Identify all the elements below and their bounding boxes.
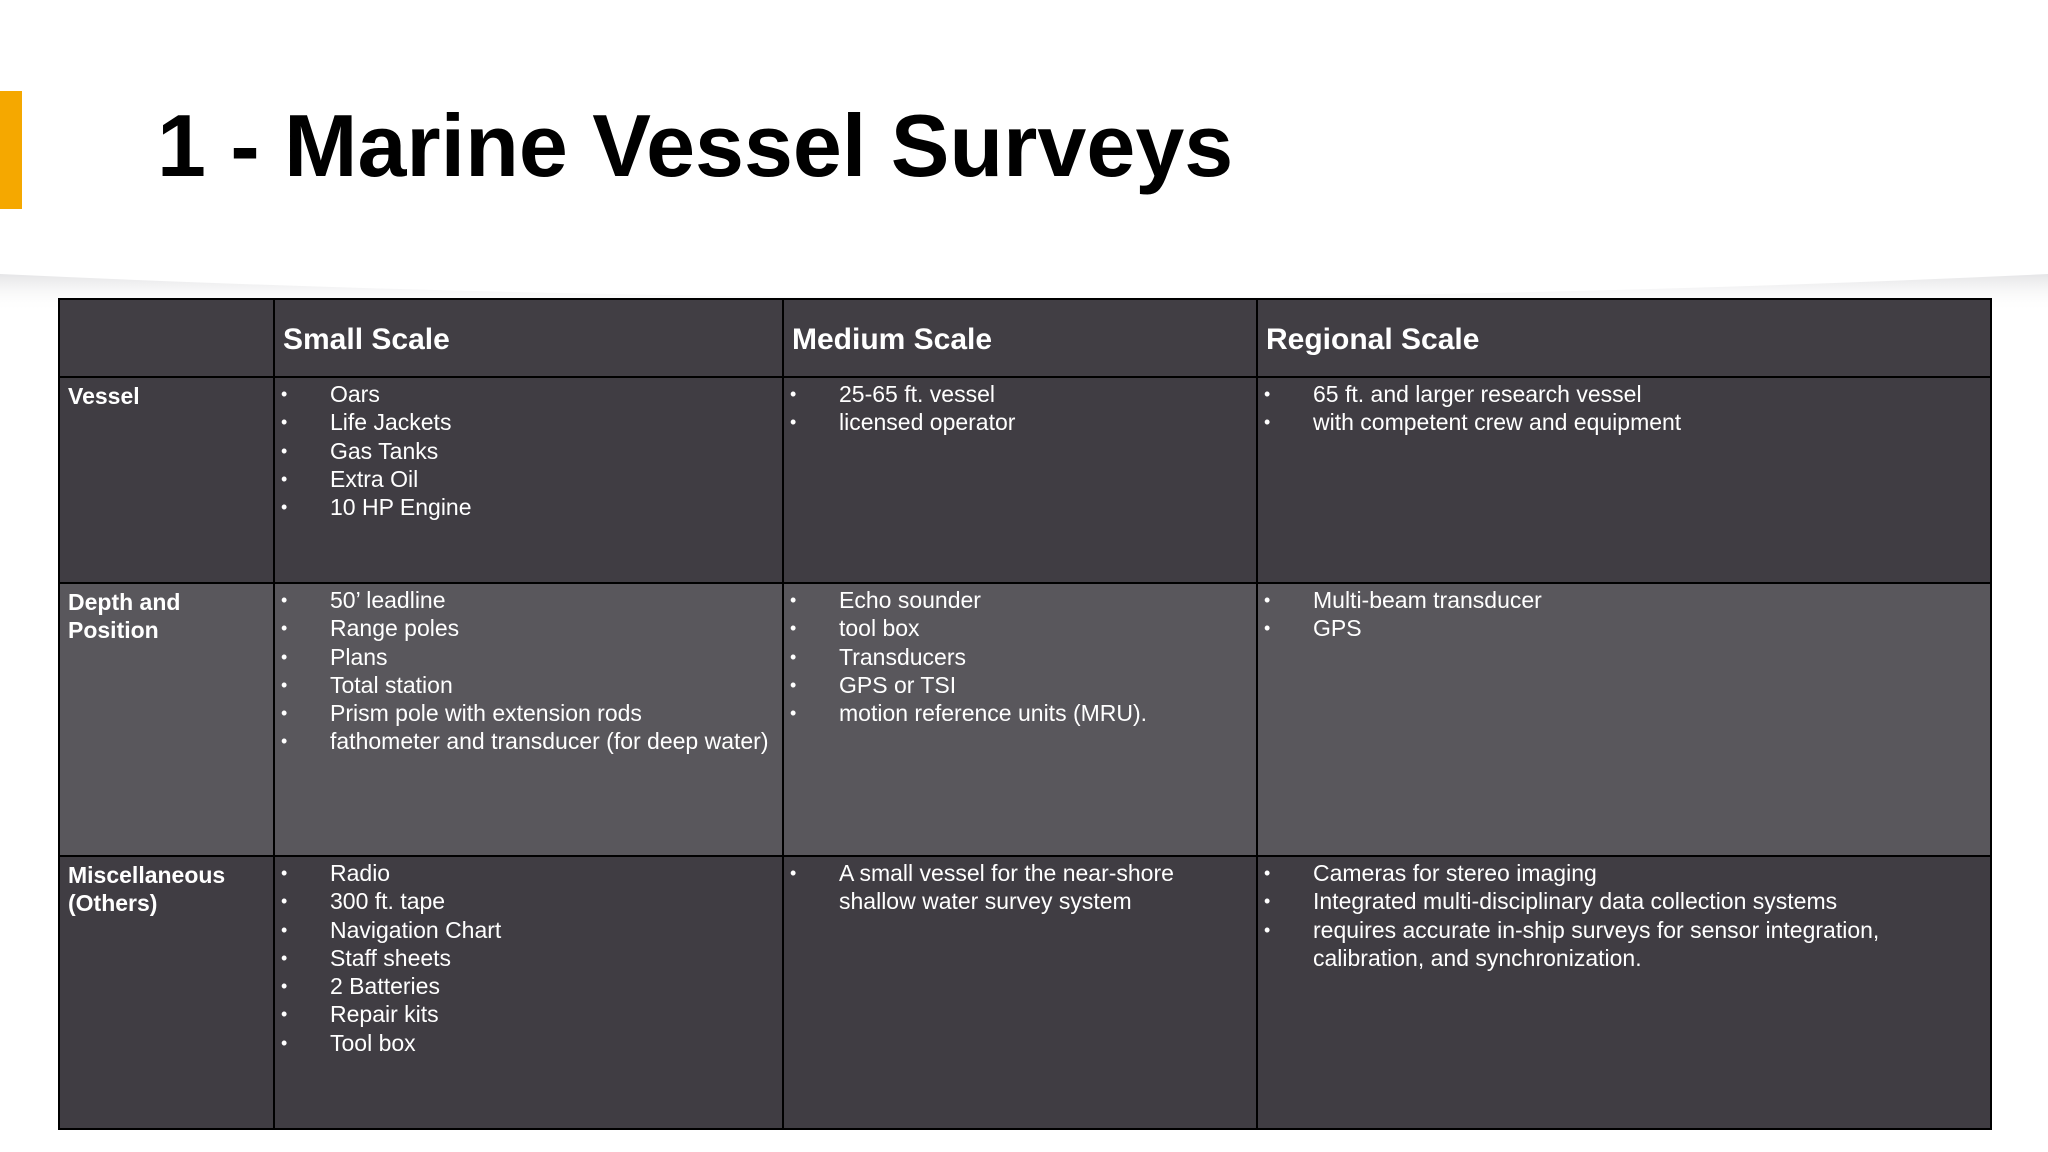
slide-title: 1 - Marine Vessel Surveys [157, 96, 1234, 195]
cell-medium-scale [783, 856, 1257, 1129]
cell-small-scale [274, 583, 783, 856]
list-item: • 25-65 ft. vessel [784, 380, 1248, 408]
bullet-list [1258, 378, 1990, 437]
list-item: • 65 ft. and larger research vessel [1258, 380, 1982, 408]
survey-table [58, 298, 1992, 1130]
column-header-small-scale: Small Scale [274, 299, 783, 377]
list-item: • requires accurate in-ship surveys for sensor integration, calibration, and synchronization. [1258, 916, 1982, 973]
bullet-list [275, 378, 782, 521]
bullet-list [784, 584, 1256, 727]
list-item: • Cameras for stereo imaging [1258, 859, 1982, 887]
list-item: • Multi-beam transducer [1258, 586, 1982, 614]
table-row-depth-and-position [59, 583, 1991, 856]
list-item: • Staff sheets [275, 944, 774, 972]
cell-small-scale [274, 377, 783, 583]
list-item: • Transducers [784, 643, 1248, 671]
list-item: • motion reference units (MRU). [784, 699, 1248, 727]
bullet-list [784, 857, 1256, 916]
list-item: • 2 Batteries [275, 972, 774, 1000]
list-item: • licensed operator [784, 408, 1248, 436]
list-item: • Extra Oil [275, 465, 774, 493]
list-item: • Tool box [275, 1029, 774, 1057]
bullet-list [1258, 584, 1990, 643]
bullet-list [275, 584, 782, 756]
list-item: • Plans [275, 643, 774, 671]
list-item: • Integrated multi-disciplinary data collection systems [1258, 887, 1982, 915]
cell-regional-scale [1257, 377, 1991, 583]
list-item: • Total station [275, 671, 774, 699]
bullet-list [275, 857, 782, 1057]
list-item: • GPS or TSI [784, 671, 1248, 699]
cell-small-scale [274, 856, 783, 1129]
cell-medium-scale [783, 377, 1257, 583]
cell-regional-scale [1257, 856, 1991, 1129]
column-header-medium-scale: Medium Scale [783, 299, 1257, 377]
list-item: • 300 ft. tape [275, 887, 774, 915]
list-item: • Oars [275, 380, 774, 408]
accent-bar [0, 91, 22, 209]
list-item: • Life Jackets [275, 408, 774, 436]
list-item: • Range poles [275, 614, 774, 642]
row-label: Depth and Position [59, 583, 274, 856]
list-item: • 50’ leadline [275, 586, 774, 614]
row-label: Miscellaneous (Others) [59, 856, 274, 1129]
list-item: • Gas Tanks [275, 437, 774, 465]
column-header-regional-scale: Regional Scale [1257, 299, 1991, 377]
bullet-list [1258, 857, 1990, 972]
table-header-row [59, 299, 1991, 377]
list-item: • Navigation Chart [275, 916, 774, 944]
table-header-corner [59, 299, 274, 377]
list-item: • GPS [1258, 614, 1982, 642]
list-item: • Prism pole with extension rods [275, 699, 774, 727]
list-item: • Repair kits [275, 1000, 774, 1028]
cell-regional-scale [1257, 583, 1991, 856]
list-item: • A small vessel for the near-shore shallow water survey system [784, 859, 1248, 916]
table-row-vessel [59, 377, 1991, 583]
list-item: • tool box [784, 614, 1248, 642]
table-row-miscellaneous [59, 856, 1991, 1129]
bullet-list [784, 378, 1256, 437]
list-item: • 10 HP Engine [275, 493, 774, 521]
list-item: • with competent crew and equipment [1258, 408, 1982, 436]
list-item: • Echo sounder [784, 586, 1248, 614]
list-item: • fathometer and transducer (for deep water) [275, 727, 774, 755]
row-label: Vessel [59, 377, 274, 583]
list-item: • Radio [275, 859, 774, 887]
cell-medium-scale [783, 583, 1257, 856]
